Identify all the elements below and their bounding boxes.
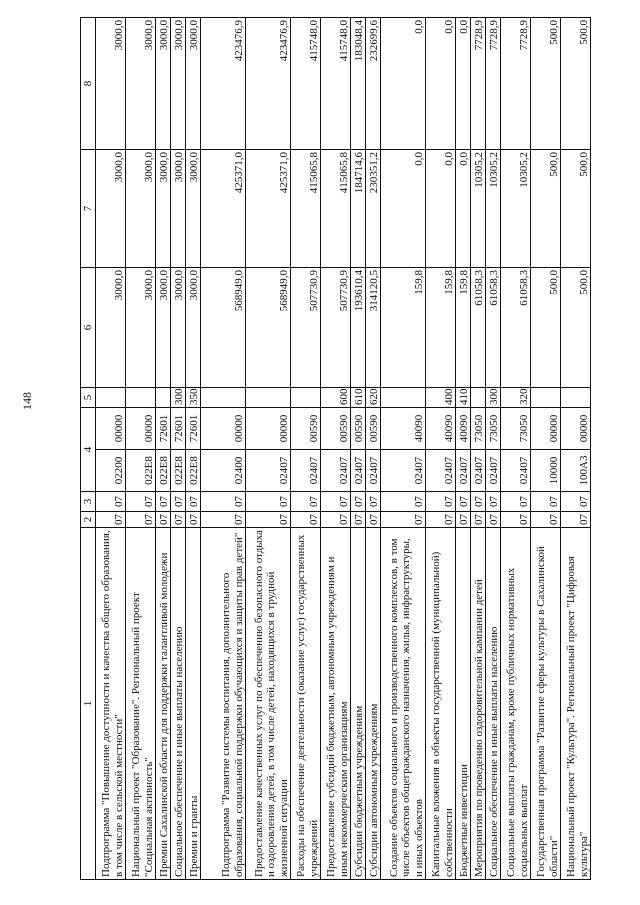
direction-code: 00590 [291, 408, 321, 450]
subsection-code: 07 [486, 492, 501, 512]
amount-col6: 159,8 [381, 268, 426, 388]
program-code: 022E8 [156, 450, 171, 492]
program-code: 02407 [291, 450, 321, 492]
amount-col7: 425371,0 [201, 150, 246, 268]
row-name: Национальный проект "Образование". Региональный проект "Социальная активность" [126, 528, 156, 880]
direction-code: 00590 [366, 408, 381, 450]
table-header-row [81, 18, 96, 880]
subsection-code: 07 [531, 492, 561, 512]
row-name: Премии и гранты [186, 528, 201, 880]
amount-col7: 10305,2 [471, 150, 486, 268]
expense-type-code [246, 388, 291, 408]
amount-col8: 423476,9 [246, 18, 291, 150]
column-header: 7 [81, 150, 96, 268]
subsection-code: 07 [246, 492, 291, 512]
amount-col6: 3000,0 [126, 268, 156, 388]
expense-type-code: 320 [501, 388, 531, 408]
direction-code: 00000 [531, 408, 561, 450]
expense-type-code: 400 [426, 388, 456, 408]
amount-col8: 7728,9 [486, 18, 501, 150]
section-code: 07 [321, 512, 351, 528]
expense-type-code: 410 [456, 388, 471, 408]
section-code: 07 [486, 512, 501, 528]
section-code: 07 [531, 512, 561, 528]
budget-table [80, 17, 591, 880]
table-row [126, 18, 156, 880]
column-header: 8 [81, 18, 96, 150]
expense-type-code [471, 388, 486, 408]
page-number: 148 [20, 392, 34, 410]
row-name: Национальный проект "Культура". Региональный проект "Цифровая культура" [561, 528, 591, 880]
section-code: 07 [561, 512, 591, 528]
section-code: 07 [186, 512, 201, 528]
subsection-code: 07 [366, 492, 381, 512]
table-row [426, 18, 456, 880]
row-name: Мероприятия по проведению оздоровительной кампании детей [471, 528, 486, 880]
amount-col8: 0,0 [456, 18, 471, 150]
table-row [456, 18, 471, 880]
column-header: 6 [81, 268, 96, 388]
amount-col8: 3000,0 [186, 18, 201, 150]
amount-col6: 61058,3 [501, 268, 531, 388]
column-header: 3 [81, 492, 96, 512]
subsection-code: 07 [351, 492, 366, 512]
program-code: 02407 [351, 450, 366, 492]
amount-col6: 500,0 [531, 268, 561, 388]
amount-col7: 0,0 [381, 150, 426, 268]
expense-type-code: 300 [486, 388, 501, 408]
table-row [366, 18, 381, 880]
program-code: 02407 [471, 450, 486, 492]
expense-type-code [156, 388, 171, 408]
direction-code: 73050 [501, 408, 531, 450]
row-name: Государственная программа "Развитие сферы культуры в Сахалинской области" [531, 528, 561, 880]
table-row [471, 18, 486, 880]
table-row [531, 18, 561, 880]
program-code: 02407 [426, 450, 456, 492]
program-code: 02407 [486, 450, 501, 492]
row-name: Бюджетные инвестиции [456, 528, 471, 880]
program-code: 02407 [381, 450, 426, 492]
amount-col6: 3000,0 [156, 268, 171, 388]
section-code: 07 [471, 512, 486, 528]
amount-col6: 159,8 [456, 268, 471, 388]
table-row [381, 18, 426, 880]
section-code: 07 [351, 512, 366, 528]
subsection-code: 07 [321, 492, 351, 512]
amount-col7: 3000,0 [186, 150, 201, 268]
subsection-code: 07 [156, 492, 171, 512]
amount-col7: 3000,0 [156, 150, 171, 268]
table-row [486, 18, 501, 880]
section-code: 07 [501, 512, 531, 528]
amount-col7: 3000,0 [171, 150, 186, 268]
amount-col6: 568949,0 [201, 268, 246, 388]
direction-code: 00000 [246, 408, 291, 450]
section-code: 07 [171, 512, 186, 528]
subsection-code: 07 [501, 492, 531, 512]
row-name: Социальное обеспечение и иные выплаты населению [171, 528, 186, 880]
amount-col7: 425371,0 [246, 150, 291, 268]
program-code: 02407 [456, 450, 471, 492]
amount-col6: 159,8 [426, 268, 456, 388]
program-code: 02400 [201, 450, 246, 492]
row-name: Создание объектов социального и производственного комплексов, в том числе объектов общегражданского назначения, жилья, инфраструктуры, и иных объектов [381, 528, 426, 880]
amount-col6: 314120,5 [366, 268, 381, 388]
amount-col8: 7728,9 [501, 18, 531, 150]
section-code: 07 [126, 512, 156, 528]
table-row [186, 18, 201, 880]
amount-col7: 10305,2 [501, 150, 531, 268]
expense-type-code [381, 388, 426, 408]
expense-type-code [126, 388, 156, 408]
section-code: 07 [156, 512, 171, 528]
section-code: 07 [426, 512, 456, 528]
expense-type-code: 350 [186, 388, 201, 408]
direction-code: 72601 [186, 408, 201, 450]
expense-type-code: 600 [321, 388, 351, 408]
section-code: 07 [456, 512, 471, 528]
amount-col7: 3000,0 [126, 150, 156, 268]
direction-code: 72601 [171, 408, 186, 450]
table-body [96, 18, 591, 880]
table-row [561, 18, 591, 880]
section-code: 07 [246, 512, 291, 528]
amount-col8: 415748,0 [291, 18, 321, 150]
row-name: Расходы на обеспечение деятельности (оказание услуг) государственных учреждений [291, 528, 321, 880]
column-header: 5 [81, 388, 96, 408]
amount-col7: 500,0 [561, 150, 591, 268]
section-code: 07 [381, 512, 426, 528]
row-name: Предоставление качественных услуг по обеспечению безопасного отдыха и оздоровления детей, в том числе детей, находящихся в трудной жизненной ситуации [246, 528, 291, 880]
program-code: 10000 [531, 450, 561, 492]
direction-code: 00590 [351, 408, 366, 450]
subsection-code: 07 [126, 492, 156, 512]
expense-type-code: 610 [351, 388, 366, 408]
table-row [351, 18, 366, 880]
section-code: 07 [96, 512, 126, 528]
program-code: 022E8 [186, 450, 201, 492]
direction-code: 00000 [96, 408, 126, 450]
section-code: 07 [366, 512, 381, 528]
column-header: 2 [81, 512, 96, 528]
amount-col6: 500,0 [561, 268, 591, 388]
amount-col6: 193610,4 [351, 268, 366, 388]
row-name: Подпрограмма "Повышение доступности и качества общего образования, в том числе в сельской местности" [96, 528, 126, 880]
expense-type-code [96, 388, 126, 408]
amount-col6: 3000,0 [186, 268, 201, 388]
subsection-code: 07 [171, 492, 186, 512]
program-code: 02407 [321, 450, 351, 492]
subsection-code: 07 [456, 492, 471, 512]
subsection-code: 07 [381, 492, 426, 512]
row-name: Социальные выплаты гражданам, кроме публичных нормативных социальных выплат [501, 528, 531, 880]
program-code: 022E8 [171, 450, 186, 492]
row-name: Премии Сахалинской области для поддержки талантливой молодежи [156, 528, 171, 880]
direction-code: 00000 [561, 408, 591, 450]
subsection-code: 07 [201, 492, 246, 512]
program-code: 02407 [501, 450, 531, 492]
subsection-code: 07 [291, 492, 321, 512]
program-code: 100A3 [561, 450, 591, 492]
amount-col8: 183048,4 [351, 18, 366, 150]
expense-type-code: 620 [366, 388, 381, 408]
amount-col8: 3000,0 [126, 18, 156, 150]
amount-col8: 500,0 [531, 18, 561, 150]
table-row [501, 18, 531, 880]
direction-code: 40090 [426, 408, 456, 450]
amount-col7: 415065,8 [321, 150, 351, 268]
amount-col8: 7728,9 [471, 18, 486, 150]
amount-col8: 3000,0 [96, 18, 126, 150]
amount-col6: 3000,0 [171, 268, 186, 388]
amount-col6: 61058,3 [471, 268, 486, 388]
amount-col7: 10305,2 [486, 150, 501, 268]
amount-col6: 507730,9 [291, 268, 321, 388]
row-name: Предоставление субсидий бюджетным, автономным учреждениям и иным некоммерческим организациям [321, 528, 351, 880]
amount-col7: 0,0 [426, 150, 456, 268]
amount-col8: 500,0 [561, 18, 591, 150]
column-header: 1 [81, 528, 96, 880]
direction-code: 40090 [381, 408, 426, 450]
amount-col7: 184714,6 [351, 150, 366, 268]
subsection-code: 07 [561, 492, 591, 512]
amount-col7: 230351,2 [366, 150, 381, 268]
expense-type-code [561, 388, 591, 408]
program-code: 022E8 [126, 450, 156, 492]
amount-col8: 3000,0 [156, 18, 171, 150]
direction-code: 00000 [126, 408, 156, 450]
amount-col8: 423476,9 [201, 18, 246, 150]
direction-code: 73050 [471, 408, 486, 450]
amount-col8: 0,0 [426, 18, 456, 150]
amount-col6: 3000,0 [96, 268, 126, 388]
row-name: Капитальные вложения в объекты государственной (муниципальной) собственности [426, 528, 456, 880]
direction-code: 73050 [486, 408, 501, 450]
expense-type-code [531, 388, 561, 408]
amount-col7: 0,0 [456, 150, 471, 268]
expense-type-code [201, 388, 246, 408]
program-code: 02407 [366, 450, 381, 492]
amount-col8: 232699,6 [366, 18, 381, 150]
table-row [96, 18, 126, 880]
amount-col8: 3000,0 [171, 18, 186, 150]
table-row [291, 18, 321, 880]
table-row [321, 18, 351, 880]
amount-col8: 0,0 [381, 18, 426, 150]
amount-col6: 61058,3 [486, 268, 501, 388]
subsection-code: 07 [426, 492, 456, 512]
direction-code: 40090 [456, 408, 471, 450]
table-row [171, 18, 186, 880]
row-name: Субсидии бюджетным учреждениям [351, 528, 366, 880]
program-code: 02407 [246, 450, 291, 492]
section-code: 07 [291, 512, 321, 528]
amount-col7: 500,0 [531, 150, 561, 268]
table-row [201, 18, 246, 880]
amount-col7: 415065,8 [291, 150, 321, 268]
amount-col6: 568949,0 [246, 268, 291, 388]
table-row [156, 18, 171, 880]
row-name: Социальное обеспечение и иные выплаты населению [486, 528, 501, 880]
rotated-page-content [80, 18, 606, 880]
direction-code: 72601 [156, 408, 171, 450]
column-header: 4 [81, 408, 96, 492]
program-code: 02200 [96, 450, 126, 492]
amount-col6: 507730,9 [321, 268, 351, 388]
amount-col7: 3000,0 [96, 150, 126, 268]
amount-col8: 415748,0 [321, 18, 351, 150]
table-row [246, 18, 291, 880]
section-code: 07 [201, 512, 246, 528]
subsection-code: 07 [96, 492, 126, 512]
direction-code: 00000 [201, 408, 246, 450]
subsection-code: 07 [186, 492, 201, 512]
expense-type-code: 300 [171, 388, 186, 408]
row-name: Подпрограмма "Развитие системы воспитания, дополнительного образования, социальной поддержки обучающихся и защиты прав детей" [201, 528, 246, 880]
row-name: Субсидии автономным учреждениям [366, 528, 381, 880]
expense-type-code [291, 388, 321, 408]
direction-code: 00590 [321, 408, 351, 450]
subsection-code: 07 [471, 492, 486, 512]
